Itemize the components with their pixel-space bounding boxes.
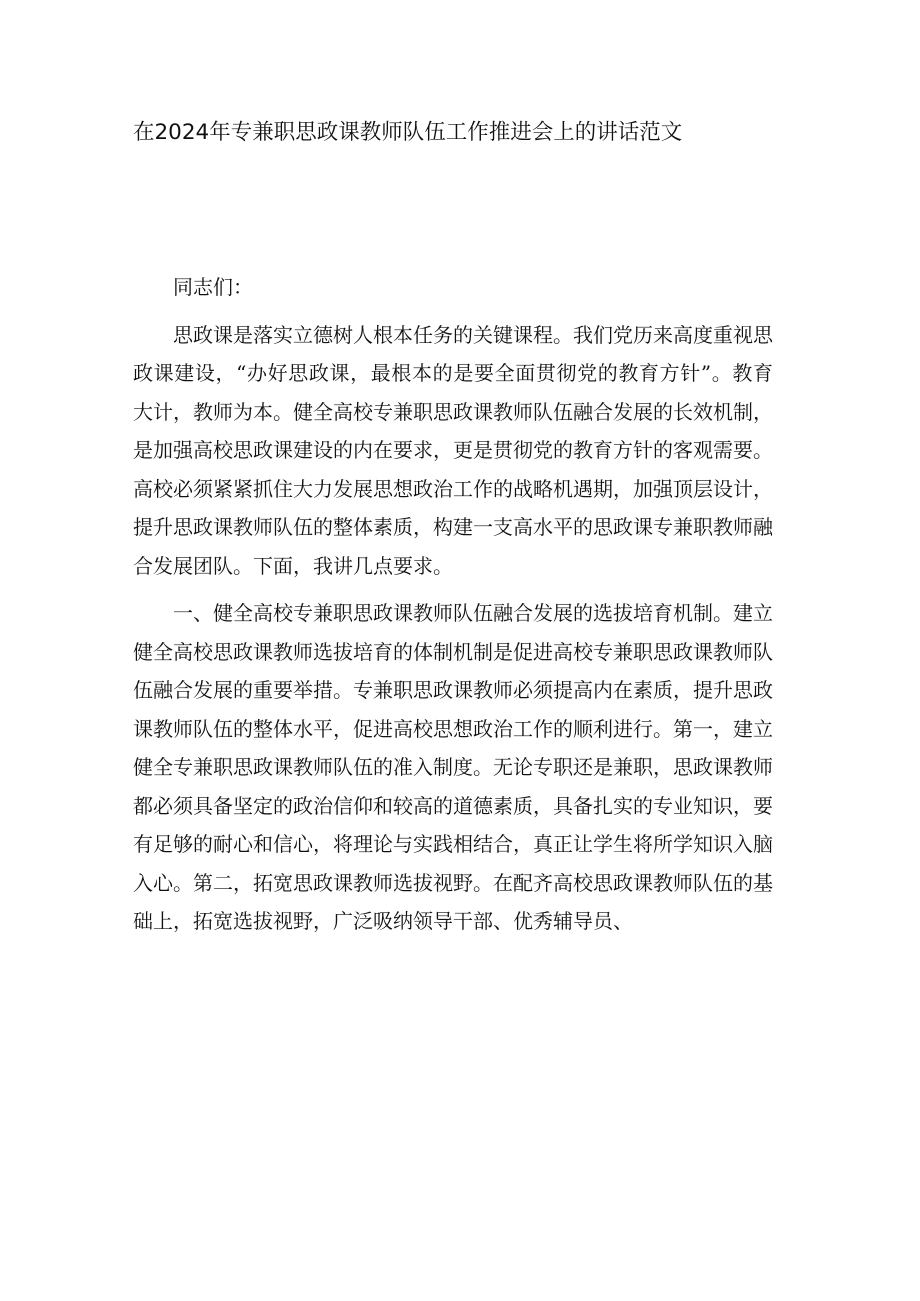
paragraph-intro: 思政课是落实立德树人根本任务的关键课程。我们党历来高度重视思政课建设，“办好思政课，最根本的是要全面贯彻党的教育方针”。教育大计，教师为本。健全高校专兼职思政课教师队伍融合发展的长效机制，是加强高校思政课建设的内在要求，更是贯彻党的教育方针的客观需要。高校必须紧紧抓住大力发展思想政治工作的战略机遇期，加强顶层设计，提升思政课教师队伍的整体素质，构建一支高水平的思政课专兼职教师融合发展团队。下面，我讲几点要求。: [133, 322, 773, 578]
document-title: 在2024年专兼职思政课教师队伍工作推进会上的讲话范文: [133, 120, 683, 145]
document-body: [133, 268, 773, 950]
salutation: 同志们：: [173, 275, 253, 299]
paragraph-section-one: 一、健全高校专兼职思政课教师队伍融合发展的选拔培育机制。建立健全高校思政课教师选拔培育的体制机制是促进高校专兼职思政课教师队伍融合发展的重要举措。专兼职思政课教师必须提高内在素质，提升思政课教师队伍的整体水平，促进高校思想政治工作的顺利进行。第一，建立健全专兼职思政课教师队伍的准入制度。无论专职还是兼职，思政课教师都必须具备坚定的政治信仰和较高的道德素质，具备扎实的专业知识，要有足够的耐心和信心，将理论与实践相结合，真正让学生将所学知识入脑入心。第二，拓宽思政课教师选拔视野。在配齐高校思政课教师队伍的基础上，拓宽选拔视野，广泛吸纳领导干部、优秀辅导员、: [133, 601, 773, 933]
